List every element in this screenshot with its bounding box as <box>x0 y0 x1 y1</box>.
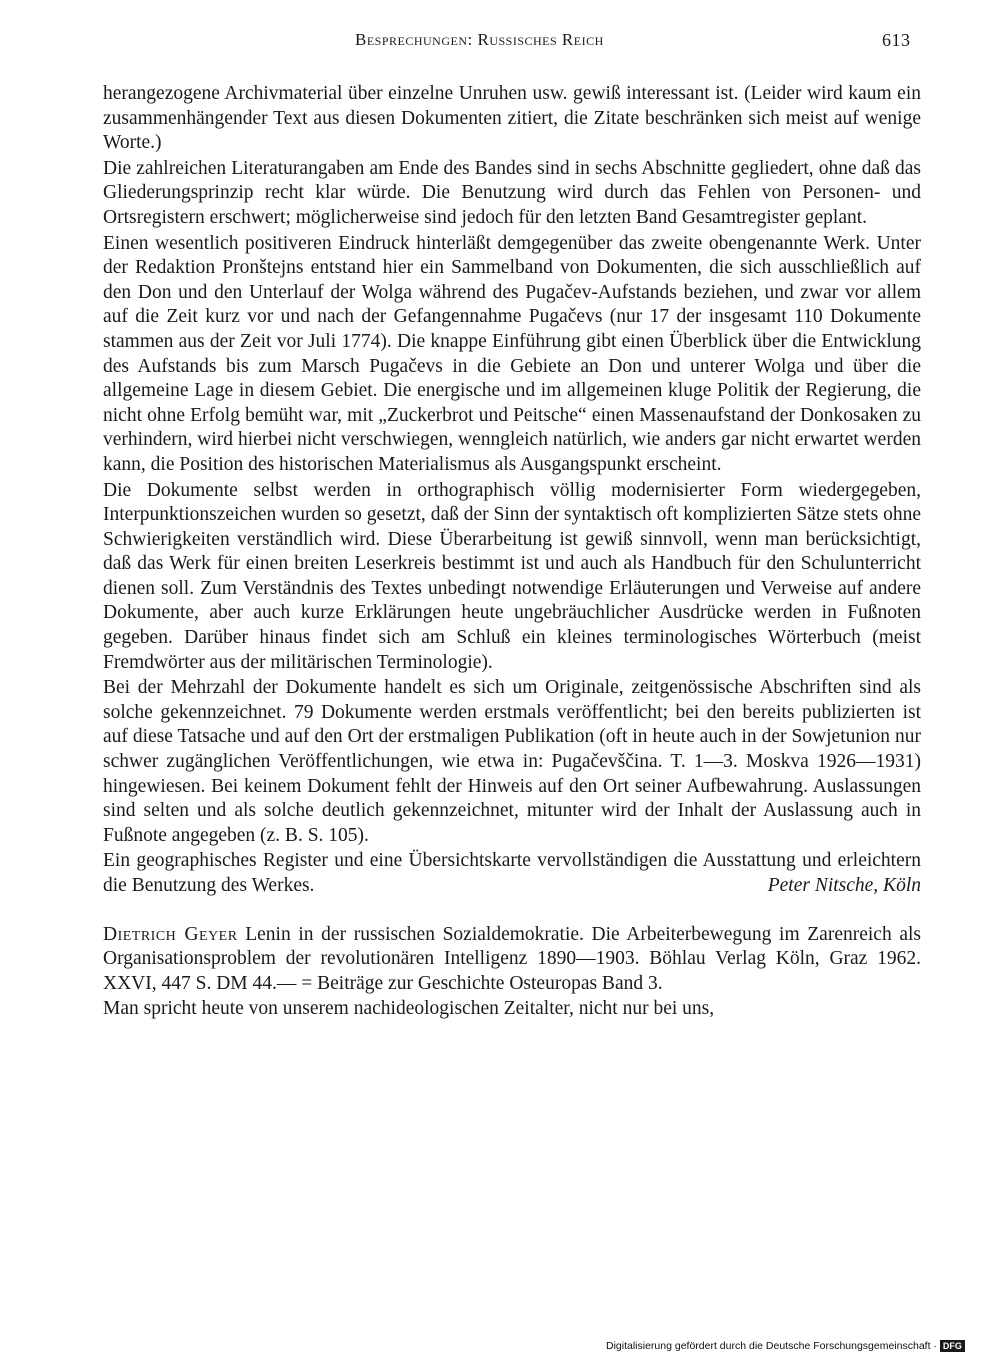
review-signature: Peter Nitsche, Köln <box>767 875 921 896</box>
running-title: Besprechungen: Russisches Reich <box>355 30 604 49</box>
dfg-logo: DFG <box>940 1340 965 1352</box>
paragraph-3: Einen wesentlich positiveren Eindruck hinterläßt demgegenüber das zweite obengenannte Werk. Unter der Redaktion Pronštejns entstand hier ein Sammelband von Dokumenten, die sich ausschließlich auf den Don und den Unterlauf der Wolga während des Pugačev-Aufstands beziehen, und zwar vor allem auf die Zeit kurz vor und nach der Gefangennahme Pugačevs (nur 17 der insgesamt 110 Dokumente stammen aus der Zeit vor Juli 1774). Die knappe Einführung gibt einen Überblick über die Entwicklung des Aufstands bis zum Marsch Pugačevs in die Gebiete an Don und unterer Wolga und über die allgemeine Lage in diesem Gebiet. Die energische und im allgemeinen kluge Politik der Regierung, die nicht ohne Erfolg bemüht war, mit „Zuckerbrot und Peitsche“ einen Massenaufstand der Donkosaken zu verhindern, wird hierbei nicht verschwiegen, wenngleich natürlich, wie anders gar nicht erwartet werden kann, die Position des historischen Materialismus als Ausgangspunkt erscheint. <box>103 232 921 475</box>
paragraph-6-text: Ein geographisches Register und eine Übersichtskarte vervollständigen die Ausstattung und erleichtern die Benutzung des Werkes. <box>103 850 921 896</box>
footer-credit <box>606 1340 965 1358</box>
page-number: 613 <box>882 30 911 50</box>
review-citation <box>103 923 921 997</box>
body-text <box>103 82 921 1022</box>
paragraph-1: herangezogene Archivmaterial über einzelne Unruhen usw. gewiß interessant ist. (Leider wird kaum ein zusammenhängender Text aus diesen Dokumenten zitiert, die Zitate beschränken sich meist auf wenige Worte.) <box>103 83 921 154</box>
paragraph-2: Die zahlreichen Literaturangaben am Ende des Bandes sind in sechs Abschnitte gegliedert, ohne daß das Gliederungsprinzip recht klar würde. Die Benutzung wird durch das Fehlen von Personen- und Ortsregistern erschwert; möglicherweise sind jedoch für den letzten Band Gesamtregister geplant. <box>103 157 921 228</box>
paragraph-6 <box>103 849 921 898</box>
review-citation-text: Lenin in der russischen Sozialdemokratie. Die Arbeiterbewegung im Zarenreich als Organisationsproblem der revolutionären Intelligenz 1890—1903. Böhlau Verlag Köln, Graz 1962. XXVI, 447 S. DM 44.— = Beiträge zur Geschichte Osteuropas Band 3. <box>103 923 921 994</box>
review-first-line: Man spricht heute von unserem nachideologischen Zeitalter, nicht nur bei uns, <box>103 998 715 1020</box>
review-author: Dietrich Geyer <box>103 923 238 945</box>
footer-text: Digitalisierung gefördert durch die Deutsche Forschungsgemeinschaft · <box>606 1340 937 1352</box>
running-head <box>0 30 1000 54</box>
paragraph-4: Die Dokumente selbst werden in orthographisch völlig modernisierter Form wiedergegeben, Interpunktionszeichen wurden so gesetzt, daß der Sinn der syntaktisch oft komplizierten Sätze stets ohne Schwierigkeiten verständlich wird. Diese Überarbeitung ist gewiß sinnvoll, wenn man berücksichtigt, daß das Werk für einen breiten Leserkreis bestimmt ist und auch als Handbuch für den Schulunterricht dienen soll. Zum Verständnis des Textes unbedingt notwendige Erläuterungen und Verweise auf andere Dokumente, aber auch kurze Erklärungen heute ungebräuchlicher Ausdrücke werden in Fußnoten gegeben. Darüber hinaus findet sich am Schluß ein kleines terminologisches Wörterbuch (meist Fremdwörter aus der militärischen Terminologie). <box>103 479 921 673</box>
review-separator <box>103 899 921 923</box>
paragraph-5: Bei der Mehrzahl der Dokumente handelt es sich um Originale, zeitgenössische Abschriften sind als solche gekennzeichnet. 79 Dokumente werden erstmals veröffentlicht; bei den bereits publizierten ist auf diese Tatsache und auf den Ort der erstmaligen Publikation (oft in heute auch in der Sowjetunion nur schwer zugänglichen Veröffentlichungen, wie etwa in: Pugačevščina. T. 1—3. Moskva 1926—1931) hingewiesen. Bei keinem Dokument fehlt der Hinweis auf den Ort seiner Aufbewahrung. Auslassungen sind selten und als solche deutlich gekennzeichnet, mitunter wird der Inhalt der Auslassung auch in Fußnote angegeben (z. B. S. 105). <box>103 677 921 846</box>
